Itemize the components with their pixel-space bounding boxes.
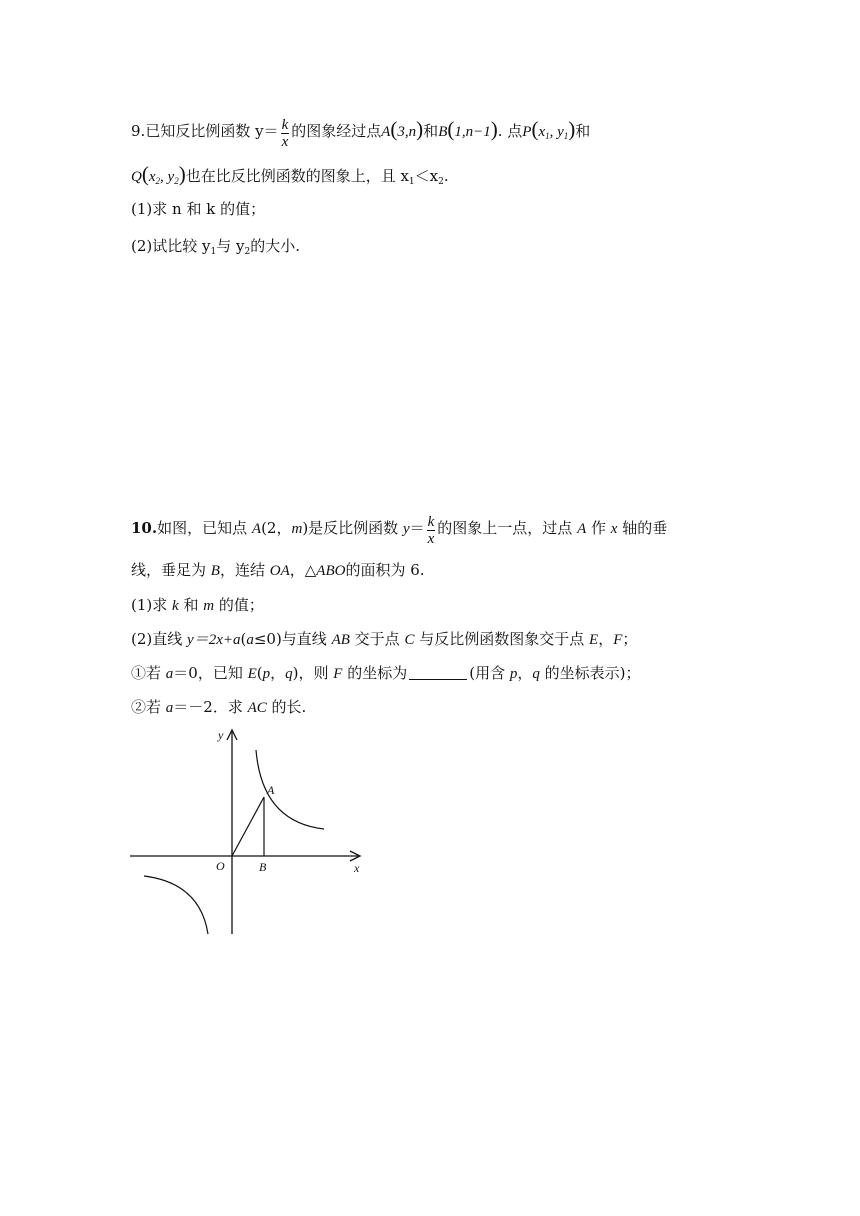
q9-point-p: P xyxy=(522,124,532,140)
q9-point-b: B xyxy=(438,124,448,140)
q10-part-2: (2)直线 y＝2x+a(a≤0)与直线 AB 交于点 C 与反比例函数图象交于点 E，F； xyxy=(131,630,638,648)
q9-line-1: 9.已知反比例函数 y＝ $\frac{k}{x}$ 的图象经过点A(3,n)和B(1,n−1). 点$P(x_1$, $y_1$)和 xyxy=(131,117,591,150)
q9-line-2: $Q(x_2$, $y_2$)也在比反比例函数的图象上，且 $x_1<x_2$. xyxy=(131,162,449,187)
origin-label: O xyxy=(216,859,225,873)
q10-part-1: (1)求 k 和 m 的值； xyxy=(131,596,264,614)
segment-oa xyxy=(232,797,264,856)
q9-fraction: $\frac{k}{x}$ xyxy=(281,117,289,150)
q10-fraction: $\frac{k}{x}$ xyxy=(427,514,435,547)
q9-point-q: Q xyxy=(131,169,142,185)
answer-blank[interactable] xyxy=(409,665,467,680)
q10-number: 10. xyxy=(131,519,158,537)
q9-point-a: A xyxy=(381,124,391,140)
hyperbola-branch-q3 xyxy=(144,876,208,934)
hyperbola-figure xyxy=(128,728,368,938)
q9-part-2: (2)试比较 $y_1$与 $y_2$的大小. xyxy=(131,237,300,257)
q10-sub-2: ②若 a＝－2．求 AC 的长. xyxy=(131,698,307,716)
q9-part-1: (1)求 n 和 k 的值； xyxy=(131,200,266,218)
y-axis-label: y xyxy=(218,728,224,742)
q10-line-2: 线，垂足为 B，连结 OA，△ABO的面积为 6. xyxy=(131,561,425,579)
q10-line-1: 10.如图，已知点 A(2，m)是反比例函数 y＝ $\frac{k}{x}$ 的图象上一点，过点 A 作 x 轴的垂 xyxy=(131,514,668,547)
point-a-label: A xyxy=(267,783,275,797)
point-b-label: B xyxy=(259,860,267,874)
q9-number: 9. xyxy=(131,122,146,140)
q10-sub-1: ①若 a＝0，已知 E(p，q)，则 F 的坐标为 (用含 p，q 的坐标表示)； xyxy=(131,664,641,682)
x-axis-label: x xyxy=(354,861,360,875)
